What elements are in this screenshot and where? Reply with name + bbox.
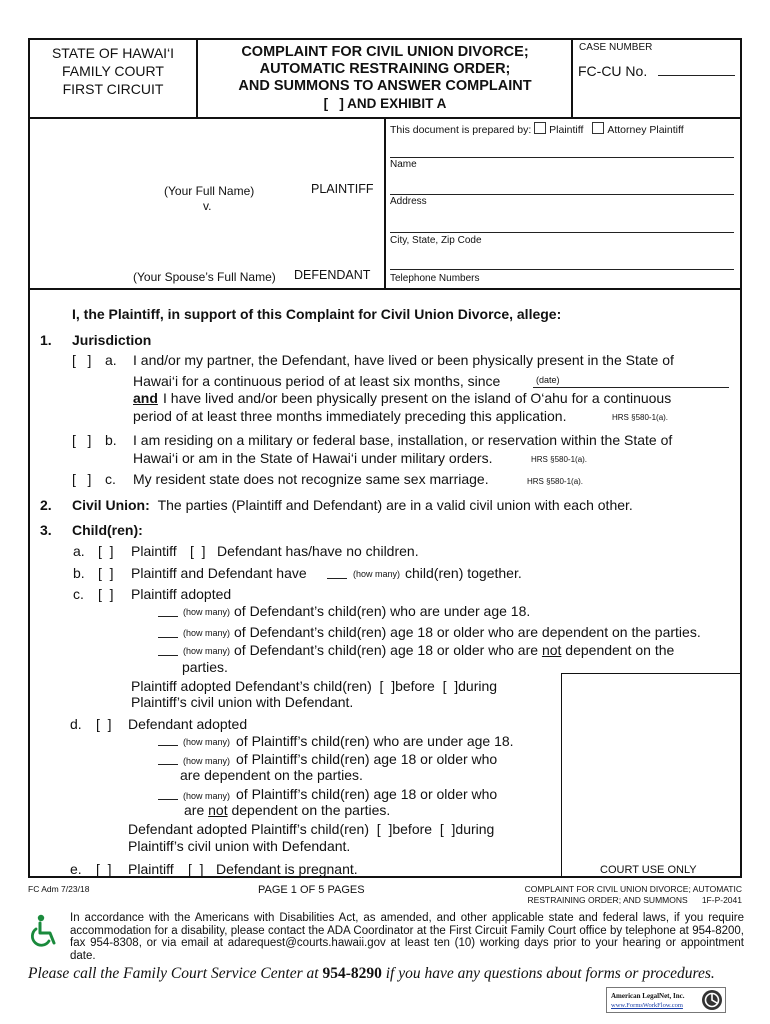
s3d-2-text-b: are dependent on the parties. [180, 767, 363, 783]
s3d-3-are: are [184, 802, 205, 818]
s3b-post: child(ren) together. [405, 565, 522, 581]
s3d-3-count-field[interactable] [158, 799, 178, 800]
s1a-and: and [133, 390, 158, 406]
s1a-ref: HRS §580-1(a). [612, 413, 669, 422]
s3a-label: a. [73, 543, 85, 559]
caption-divider [384, 117, 386, 289]
s3c-2-count-field[interactable] [158, 637, 178, 638]
section-3-number: 3. [40, 522, 52, 538]
s3c-title: Plaintiff adopted [131, 586, 232, 602]
s3b-count-field[interactable] [327, 578, 347, 579]
plaintiff-label: PLAINTIFF [311, 182, 374, 196]
header-divider-right [571, 38, 573, 118]
case-prefix: FC-CU No. [578, 63, 648, 79]
publisher-url[interactable]: www.FormsWorkFlow.com [611, 1002, 683, 1009]
s1a-date-hint: (date) [536, 375, 560, 385]
prepared-by-line [390, 157, 734, 158]
s3c-3-how-many: (how many) [183, 646, 231, 656]
city-label: City, State, Zip Code [390, 235, 482, 246]
wheelchair-icon [28, 913, 62, 954]
s3e-plaintiff: Plaintiff [128, 861, 174, 877]
s3d-3-row-b [184, 802, 390, 818]
versus-label: v. [203, 199, 212, 213]
s3c-3-text-a: of Defendant’s child(ren) age 18 or older who are [234, 642, 539, 658]
s3a-plaintiff: Plaintiff [131, 543, 177, 559]
s1a-line-2: Hawai‘i for a continuous period of at least six months, since [133, 373, 501, 389]
s3d-adopt-row [128, 821, 494, 837]
s3c-3-text-b: dependent on the [565, 642, 675, 658]
s3b-how-many: (how many) [353, 569, 401, 579]
s3e-plaintiff-checkbox[interactable]: [ ] [96, 861, 112, 877]
header-divider-left [196, 38, 198, 118]
s3b-checkbox[interactable]: [ ] [98, 565, 114, 581]
court-circuit: FIRST CIRCUIT [62, 81, 164, 97]
title-exhibit: AND EXHIBIT A [347, 96, 447, 111]
court-type: FAMILY COURT [62, 63, 164, 79]
s3c-3-count-field[interactable] [158, 655, 178, 656]
s3c-1-how-many: (how many) [183, 607, 231, 617]
s3e-defendant-checkbox[interactable]: [ ] [188, 861, 204, 877]
publisher-badge [606, 987, 726, 1013]
s3c-checkbox[interactable]: [ ] [98, 586, 114, 602]
form-id: FC Adm 7/23/18 [28, 884, 90, 894]
phone-label: Telephone Numbers [390, 273, 480, 284]
footer-doc-line-1: COMPLAINT FOR CIVIL UNION DIVORCE; AUTOMATIC [524, 884, 742, 894]
plaintiff-checkbox[interactable] [534, 122, 546, 134]
address-field[interactable] [390, 232, 734, 233]
court-use-label: COURT USE ONLY [600, 864, 697, 876]
intro-statement: I, the Plaintiff, in support of this Complaint for Civil Union Divorce, allege: [72, 306, 562, 322]
s3b-label: b. [73, 565, 85, 581]
s3c-adopt-text: Plaintiff adopted Defendant’s child(ren) [131, 678, 372, 694]
s3c-1-text: of Defendant’s child(ren) who are under age 18. [234, 603, 531, 619]
section-1-number: 1. [40, 332, 52, 348]
section-1-title: Jurisdiction [72, 332, 152, 348]
footer-doc-line-2: RESTRAINING ORDER; AND SUMMONS [527, 895, 688, 905]
s3d-checkbox[interactable]: [ ] [96, 716, 112, 732]
address-label: Address [390, 196, 427, 207]
s3c-before-label: before [395, 678, 435, 694]
s3c-3-text [234, 642, 674, 658]
plaintiff-option-label: Plaintiff [549, 124, 584, 136]
s1b-line-2: Hawai‘i or am in the State of Hawai‘i under military orders. [133, 450, 493, 466]
prepared-by-label: This document is prepared by: [390, 124, 532, 136]
s1b-line-1: I am residing on a military or federal base, installation, or reservation within the State of [133, 432, 673, 448]
publisher-name: American LegalNet, Inc. [611, 992, 685, 1000]
s3d-3-how-many: (how many) [183, 791, 231, 801]
s3c-3-parties: parties. [182, 659, 228, 675]
city-field[interactable] [390, 269, 734, 270]
footer-doc-code: 1F-P-2041 [701, 895, 742, 905]
s3d-2-text: of Plaintiff’s child(ren) age 18 or older who [236, 751, 498, 767]
s1a-checkbox[interactable]: [ ] [72, 352, 92, 368]
s3d-1-count-field[interactable] [158, 745, 178, 746]
document-title [200, 44, 570, 112]
s1c-checkbox[interactable]: [ ] [72, 471, 92, 487]
prepared-by-row [390, 122, 684, 136]
court-name [30, 44, 196, 98]
section-2-row [72, 497, 633, 513]
section-3-title: Child(ren): [72, 522, 143, 538]
s1b-checkbox[interactable]: [ ] [72, 432, 92, 448]
s3d-before-label: before [392, 821, 433, 837]
s3d-before-checkbox[interactable]: [ ] [376, 821, 393, 837]
service-center-notice [28, 965, 715, 983]
s3c-adopt-line-2: Plaintiff’s civil union with Defendant. [131, 694, 354, 710]
s3d-adopt-line-2: Plaintiff’s civil union with Defendant. [128, 838, 351, 854]
case-number-field[interactable] [658, 75, 735, 76]
s3a-plaintiff-checkbox[interactable]: [ ] [98, 543, 114, 559]
page-indicator: PAGE 1 OF 5 PAGES [258, 884, 365, 896]
service-center-pre: Please call the Family Court Service Center at [28, 965, 319, 982]
s1a-line-1: I and/or my partner, the Defendant, have lived or been physically present in the State of [133, 352, 674, 368]
exhibit-checkbox[interactable]: [ ] [323, 96, 344, 111]
s1b-ref: HRS §580-1(a). [531, 455, 588, 464]
s3c-during-label: during [458, 678, 498, 694]
s3c-before-checkbox[interactable]: [ ] [379, 678, 396, 694]
attorney-checkbox[interactable] [592, 122, 604, 134]
footer-doc-title [470, 884, 742, 906]
section-2-text: The parties (Plaintiff and Defendant) are in a valid civil union with each other. [157, 497, 633, 513]
s3c-label: c. [73, 586, 84, 602]
s3d-3-text: of Plaintiff’s child(ren) age 18 or older who [236, 786, 498, 802]
attorney-option-label: Attorney Plaintiff [607, 124, 684, 136]
s3d-label: d. [70, 716, 82, 732]
s3d-2-how-many: (how many) [183, 756, 231, 766]
s3c-2-text: of Defendant’s child(ren) age 18 or older who are dependent on the parties. [234, 624, 701, 640]
publisher-logo-icon [701, 989, 723, 1016]
s3d-adopt-text: Defendant adopted Plaintiff’s child(ren) [128, 821, 370, 837]
name-field[interactable] [390, 194, 734, 195]
your-name-label: (Your Full Name) [164, 184, 255, 198]
s3c-2-how-many: (how many) [183, 628, 231, 638]
s3d-2-count-field[interactable] [158, 764, 178, 765]
service-center-post: if you have any questions about forms or procedures. [385, 965, 715, 982]
caption-bottom-rule [28, 288, 742, 290]
court-use-box [561, 673, 742, 878]
s3d-3-not: not [208, 802, 228, 818]
s1c-label: c. [105, 471, 116, 487]
s3e-text: Defendant is pregnant. [216, 861, 358, 877]
s3a-defendant-checkbox[interactable]: [ ] [190, 543, 206, 559]
s3b-pre: Plaintiff and Defendant have [131, 565, 307, 581]
s3d-1-how-many: (how many) [183, 737, 231, 747]
title-line-3: AND SUMMONS TO ANSWER COMPLAINT [238, 78, 532, 94]
section-2-title: Civil Union: [72, 497, 150, 513]
s3c-3-not: not [541, 642, 562, 658]
spouse-name-label: (Your Spouse’s Full Name) [133, 270, 276, 284]
s3e-label: e. [70, 861, 82, 877]
s3c-during-checkbox[interactable]: [ ] [442, 678, 459, 694]
title-line-1: COMPLAINT FOR CIVIL UNION DIVORCE; [241, 44, 529, 60]
s1c-ref: HRS §580-1(a). [527, 477, 584, 486]
s1a-line-4: period of at least three months immediately preceding this application. [133, 408, 567, 424]
s3d-title: Defendant adopted [128, 716, 248, 732]
s3c-1-count-field[interactable] [158, 616, 178, 617]
s3c-adopt-row [131, 678, 497, 694]
s1a-label: a. [105, 352, 117, 368]
court-state: STATE OF HAWAI‘I [51, 45, 175, 61]
ada-notice: In accordance with the Americans with Disabilities Act, as amended, and other applicable state and federal laws, if you require accommodation for a disability, please contact the ADA Coordinator at the First Circuit Family Court office by telephone at 954-8200, fax 954-8308, or via email at adarequest@courts.hawaii.gov at least ten (10) working days prior to your hearing or appointment date. [70, 912, 744, 962]
s1a-line-3: I have lived and/or been physically present on the island of O‘ahu for a continuous [163, 390, 672, 406]
s3d-during-checkbox[interactable]: [ ] [439, 821, 456, 837]
s3d-1-text: of Plaintiff’s child(ren) who are under age 18. [236, 733, 514, 749]
s3d-3-text-b: dependent on the parties. [231, 802, 391, 818]
defendant-label: DEFENDANT [294, 268, 371, 282]
s3d-during-label: during [455, 821, 495, 837]
s1c-line-1: My resident state does not recognize same sex marriage. [133, 471, 489, 487]
s1a-date-field[interactable] [533, 387, 729, 388]
case-number-label: CASE NUMBER [579, 42, 653, 53]
s1b-label: b. [105, 432, 117, 448]
service-center-phone: 954-8290 [322, 965, 382, 982]
name-label: Name [390, 159, 417, 170]
title-line-2: AUTOMATIC RESTRAINING ORDER; [259, 61, 511, 77]
s3a-text: Defendant has/have no children. [217, 543, 419, 559]
section-2-number: 2. [40, 497, 52, 513]
